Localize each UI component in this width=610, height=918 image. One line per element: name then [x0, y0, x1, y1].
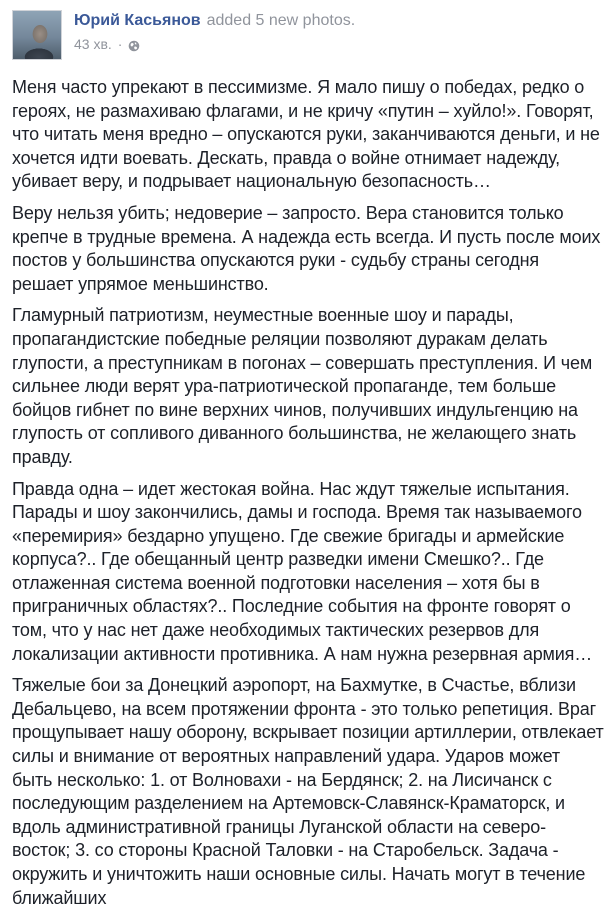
post-paragraph: Меня часто упрекают в пессимизме. Я мало пишу о победах, редко о героях, не размахиваю флагами, и не кричу «путин – хуйло!». Говорят, что читать меня вредно – опускаются руки, заканчиваются деньги, и не хочется идти воевать. Дескать, правда о войне отнимает надежду, убивает веру, и подрывает национальную безопасность… [12, 77, 600, 192]
avatar[interactable] [12, 10, 62, 60]
post-body [12, 76, 604, 918]
post-timestamp-link[interactable]: 43 хв. [74, 36, 112, 52]
globe-icon[interactable] [128, 38, 140, 50]
post-paragraph: Правда одна – идет жестокая война. Нас ждут тяжелые испытания. Парады и шоу закончились, дамы и господа. Время так называемого «перемирия» бездарно упущено. Где свежие бригады и армейские корпуса?.. Где обещанный центр разведки имени Смешко?.. Где отлаженная система военной подготовки населения – хотя бы в приграничных областях?.. Последние события на фронте говорят о том, что у нас нет даже необходимых тактических резервов для локализации активности противника. А нам нужна резервная армия… [12, 478, 593, 664]
post-action-text: added 5 new photos. [206, 12, 356, 29]
author-name-link[interactable]: Юрий Касьянов [74, 12, 201, 29]
post-paragraph: Тяжелые бои за Донецкий аэропорт, на Бахмутке, в Счастье, вблизи Дебальцево, на всем протяжении фронта - это только репетиция. Враг прощупывает нашу оборону, вскрывает позиции артиллерии, отвлекает силы и внимание от вероятных направлений удара. Ударов может быть несколько: 1. от Волновахи - на Бердянск; 2. на Лисичанск с последующим разделением на Артемовск-Славянск-Краматорск, и вдоль административной границы Луганской области на северо-восток; 3. со стороны Красной Таловки - на Старобельск. Задача - окружить и уничтожить наши основные силы. Начать могут в течение ближайших [12, 675, 604, 908]
post-paragraph: Веру нельзя убить; недоверие – запросто. Вера становится только крепче в трудные времена. А надежда есть всегда. И пусть после моих постов у большинства опускаются руки - судьбу страны сегодня решает упрямое меньшинство. [12, 202, 601, 294]
post-header [12, 10, 355, 60]
separator-dot: · [117, 36, 123, 52]
post-paragraph: Гламурный патриотизм, неуместные военные шоу и парады, пропагандистские победные реляции позволяют дуракам делать глупости, а преступникам в погонах – совершать преступления. И чем сильнее люди верят ура-патриотической пропаганде, тем больше бойцов гибнет по вине верхних чинов, получивших индульгенцию на глупость от сопливого диванного большинства, не желающего знать правду. [12, 305, 593, 467]
post-meta [74, 11, 355, 53]
headline [74, 11, 355, 31]
post-subline [74, 35, 355, 53]
